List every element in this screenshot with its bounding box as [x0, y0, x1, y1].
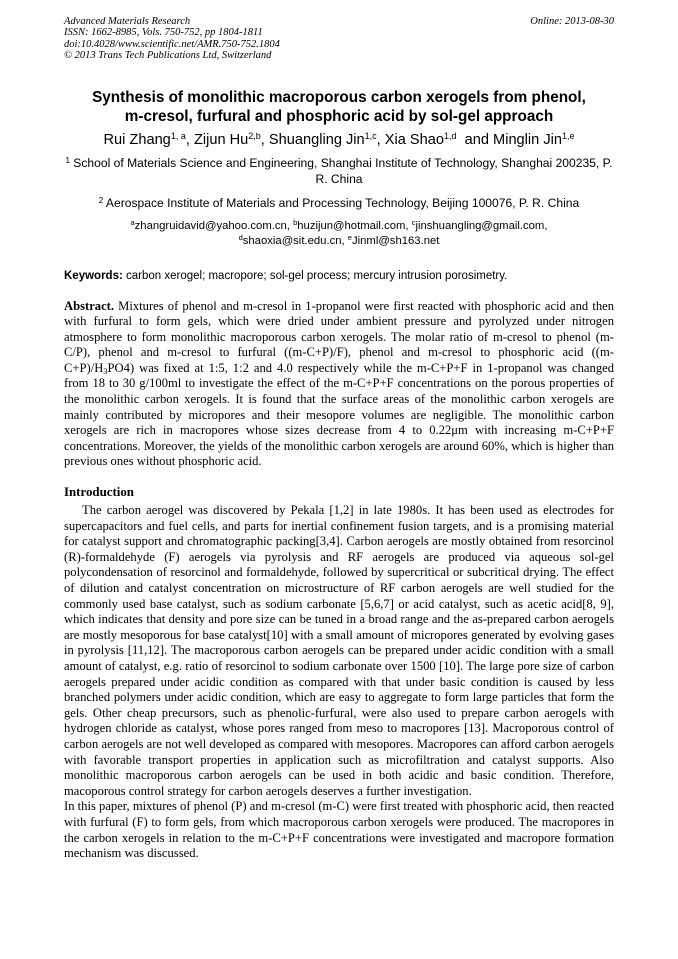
- abstract-text-part-2: PO4) was fixed at 1:5, 1:2 and 4.0 respectively while the m-C+P+F in 1-propanol was changed from 18 to 30 g/100ml to investigate the effect of the m-C+P+F concentrations on the porous properties of the monolithic carbon xerogels. It is found that the surface areas of the monolithic carbon xerogels are mainly contributed by micropores and their mesopore volumes are negligible. The monolithic carbon xerogels are rich in macropores whose sizes decrease from 4 to 0.22μm with increasing m-C+P+F concentrations. Moreover, the yields of the monolithic carbon xerogels are around 60%, which is higher than previous ones without phosphoric acid.: [64, 360, 614, 469]
- email-list: [64, 219, 614, 249]
- journal-issn: ISSN: 1662-8985, Vols. 750-752, pp 1804-1811: [64, 27, 263, 39]
- introduction-paragraph-1: The carbon aerogel was discovered by Pekala [1,2] in late 1980s. It has been used as electrodes for supercapacitors and fuel cells, and parts for inertial confinement fusion targets, and is a promising material for catalyst support and chromatographic packing[3,4]. Carbon aerogels are mostly obtained from resorcinol (R)-formaldehyde (F) aerogels via pyrolysis and RF aerogels are produced via aqueous sol-gel polycondensation of resorcinol and formaldehyde, followed by supercritical or subcritical drying. The effect of dilution and catalyst concentration on microstructure of RF carbon aerogels are well studied for the commonly used base catalyst, such as sodium carbonate [5,6,7] or acid catalyst, such as acetic acid[8, 9], which indicates that density and pore size can be tuned in a broad range and the as-prepared carbon aerogels are mostly mesoporous for base catalyst[10] with a small amount of micropores generated by evolving gases in pyrolysis [11,12]. The macroporous carbon aerogels can be prepared under acidic condition with a small amount of catalyst, e.g. ratio of resorcinol to sodium carbonate over 1500 [10]. The large pore size of carbon aerogels prepared under acidic condition as compared with that under basic condition is caused by less branched polymers under acidic condition, which are easy to aggregate to form large particles that form the gels. Other cheap precursors, such as phenolic-furfural, were also used to prepare carbon aerogels with hydrogen chloride as catalyst, whose pores ranged from meso to macropores [13]. Macroporous control of carbon aerogels are not well developed as compared with mesopores. Macropores can afford carbon aerogels with favorable transport properties in application such as microfiltration and catalyst supports. Also monolithic macroporous carbon aerogels can be used in both acidic and basic condition. Therefore, macoporous control strategy for carbon aerogels deserves a further investigation.: [64, 503, 614, 798]
- email-address[interactable]: Jinml@sh163.net: [351, 234, 440, 247]
- author-name: Zijun Hu: [193, 132, 249, 148]
- author-affiliation-mark: 1,c: [364, 131, 377, 141]
- abstract-text-part-1: Mixtures of phenol and m-cresol in 1-propanol were first reacted with phosphoric acid and then with furfural to form gels, which were dried under ambient pressure and pyrolyzed under nitrogen atmosphere to form monolithic macroporous carbon xerogels. The molar ratio of m-cresol to phenol (m-C/P), phenol and m-cresol to furfural ((m-C+P)/F), phenol and m-cresol to phosphoric acid ((m-C+P)/H: [64, 298, 614, 375]
- email-mark: d: [238, 232, 243, 242]
- author-affiliation-mark: 1, a: [170, 131, 186, 141]
- affiliation-number: 1: [65, 156, 70, 165]
- online-date: Online: 2013-08-30: [530, 16, 614, 27]
- author-name: Shuangling Jin: [268, 132, 365, 148]
- author-name: Xia Shao: [384, 132, 445, 148]
- affiliation-number: 2: [98, 196, 104, 205]
- introduction-body: [64, 503, 614, 862]
- introduction-paragraph-2: In this paper, mixtures of phenol (P) and m-cresol (m-C) were first treated with phosphoric acid, then reacted with furfural (F) to form gels, from which macroporous carbon xerogels were produced. The macropores in the carbon xerogels in relation to the m-C+P+F concentrations were investigated and macropore formation mechanism was discussed.: [64, 799, 614, 861]
- email-address[interactable]: zhangruidavid@yahoo.com.cn: [134, 219, 287, 232]
- affiliation-text: Aerospace Institute of Materials and Processing Technology, Beijing 100076, P. R. China: [105, 196, 580, 210]
- keywords-label: Keywords:: [64, 269, 123, 282]
- keywords: [64, 269, 614, 283]
- affiliation-2: [64, 196, 614, 212]
- author-affiliation-mark: 2,b: [248, 131, 261, 141]
- paper-title-line-1: Synthesis of monolithic macroporous carbon xerogels from phenol,: [92, 89, 586, 106]
- author-affiliation-mark: 1,d: [444, 131, 457, 141]
- affiliation-1: [64, 156, 614, 187]
- email-line-2: $^d$shaoxia@sit.edu.cn, $^e$Jinml@sh163.net: [238, 232, 440, 247]
- section-heading-introduction: Introduction: [64, 485, 134, 500]
- email-address[interactable]: shaoxia@sit.edu.cn: [242, 234, 342, 247]
- keywords-text: carbon xerogel; macropore; sol-gel process; mercury intrusion porosimetry.: [126, 269, 508, 282]
- abstract-subscript: 3: [103, 365, 108, 376]
- author-affiliation-mark: 1,e: [562, 131, 575, 141]
- journal-doi: doi:10.4028/www.scientific.net/AMR.750-752.1804: [64, 38, 280, 50]
- journal-header: [64, 16, 614, 64]
- author-name: Rui Zhang: [103, 132, 171, 148]
- author-name: Minglin Jin: [493, 132, 562, 148]
- abstract-label: Abstract.: [64, 298, 115, 313]
- email-mark: c: [411, 217, 416, 227]
- abstract: [64, 299, 614, 471]
- email-mark: a: [130, 217, 135, 227]
- email-mark: b: [293, 217, 298, 227]
- author-list: Rui Zhang$^{1, a}$, Zijun Hu$^{2,b}$, Shuangling Jin$^{1,c}$, Xia Shao$^{1,d}$ and Minglin Jin$^{1,e}$: [103, 131, 575, 148]
- affiliation-text: School of Materials Science and Engineering, Shanghai Institute of Technology, Shanghai 200235, P. R. China: [73, 156, 613, 186]
- email-line-1: $^a$zhangruidavid@yahoo.com.cn, $^b$huzijun@hotmail.com, $^c$jinshuangling@gmail.com,: [130, 217, 548, 232]
- email-address[interactable]: jinshuangling@gmail.com: [415, 219, 545, 232]
- email-address[interactable]: huzijun@hotmail.com: [297, 219, 406, 232]
- paper-title: [64, 88, 614, 126]
- email-mark: e: [347, 232, 352, 242]
- paper-title-line-2: m-cresol, furfural and phosphoric acid by sol-gel approach: [124, 108, 554, 125]
- journal-name: Advanced Materials Research: [64, 16, 191, 27]
- journal-copyright: © 2013 Trans Tech Publications Ltd, Switzerland: [64, 50, 272, 62]
